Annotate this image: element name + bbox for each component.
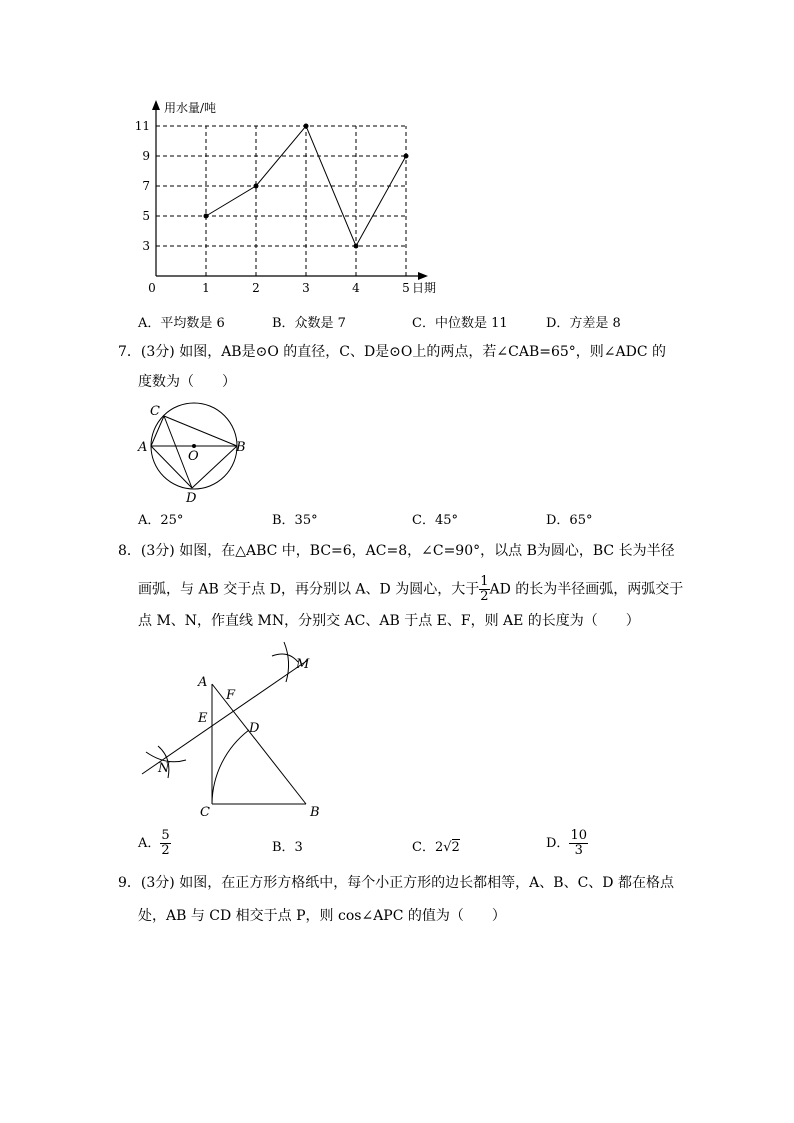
x-axis-arrow xyxy=(418,272,428,280)
y-tick-label-9: 9 xyxy=(142,149,150,163)
y-tick-label-5: 5 xyxy=(142,209,150,223)
x-tick-label-4: 4 xyxy=(352,281,360,295)
x-tick-label-1: 1 xyxy=(202,281,210,295)
segment-cb xyxy=(164,416,237,446)
q8-opt-c-label: C． xyxy=(412,840,435,855)
chart-xlabel: 日期 xyxy=(412,281,437,295)
q6-option-b[interactable]: B．众数是 7 xyxy=(272,316,346,331)
chart-origin: 0 xyxy=(148,281,156,295)
data-point-2 xyxy=(254,184,259,189)
q8-frac-den: 2 xyxy=(480,589,489,604)
label-d: D xyxy=(186,491,197,504)
q7-option-c[interactable]: C．45° xyxy=(412,513,458,528)
q7-circle-figure xyxy=(136,400,256,504)
label-c: C xyxy=(200,805,210,820)
q8-opt-a-frac xyxy=(160,829,170,858)
q8-option-a[interactable] xyxy=(138,829,171,858)
q8-option-d[interactable] xyxy=(546,829,588,858)
y-axis-arrow xyxy=(152,100,160,110)
q8-opt-d-frac xyxy=(569,829,588,858)
q8-opt-d-den: 3 xyxy=(574,843,583,858)
data-point-4 xyxy=(354,244,359,249)
q8-text-line3: 点 M、N，作直线 MN，分别交 AC、AB 于点 E、F，则 AE 的长度为（ ） xyxy=(138,613,640,629)
label-n: N xyxy=(158,761,170,776)
q8-triangle-figure xyxy=(136,640,336,820)
label-a: A xyxy=(138,440,148,455)
q7-option-d[interactable]: D．65° xyxy=(546,513,593,528)
label-b: B xyxy=(236,440,246,455)
q8-frac-num: 1 xyxy=(480,574,489,589)
data-point-3 xyxy=(304,124,309,129)
q8-opt-c-coef: 2 xyxy=(434,840,444,855)
x-tick-label-2: 2 xyxy=(252,281,260,295)
q7-text-line2: 度数为（ ） xyxy=(138,374,236,390)
arc-m1 xyxy=(272,654,298,662)
label-f: F xyxy=(226,688,236,703)
segment-ad xyxy=(151,446,192,488)
q8-option-c[interactable] xyxy=(412,836,460,855)
label-a: A xyxy=(198,675,208,690)
q6-option-c[interactable]: C．中位数是 11 xyxy=(412,316,508,331)
arc-cd xyxy=(212,730,249,804)
q8-text-line1: 8．(3分) 如图，在△ABC 中，BC=6，AC=8，∠C=90°，以点 B为圆心，BC 长为半径 xyxy=(118,543,675,559)
q8-option-b[interactable]: B．3 xyxy=(272,840,303,855)
q8-opt-a-num: 5 xyxy=(161,828,170,843)
q8-opt-d-num: 10 xyxy=(570,828,587,843)
chart-ylabel: 用水量/吨 xyxy=(164,101,217,115)
segment-ac xyxy=(151,416,164,446)
label-e: E xyxy=(198,711,208,726)
y-tick-label-11: 11 xyxy=(134,119,150,133)
label-m: M xyxy=(296,657,310,672)
q6-option-d[interactable]: D．方差是 8 xyxy=(546,316,621,331)
q8-opt-a-label: A． xyxy=(138,836,161,851)
q8-text-line2 xyxy=(138,575,683,604)
label-o: O xyxy=(188,449,199,464)
y-tick-label-3: 3 xyxy=(142,239,150,253)
q8-fraction-half xyxy=(479,575,489,604)
sqrt-symbol: √ xyxy=(443,840,452,855)
label-b: B xyxy=(310,805,320,820)
q8-line2-post: AD 的长为半径画弧，两弧交于 xyxy=(489,581,684,598)
segment-db xyxy=(192,446,237,488)
chart-grid xyxy=(156,126,406,276)
q6-option-a[interactable]: A．平均数是 6 xyxy=(138,316,225,331)
q9-text-line1: 9．(3分) 如图，在正方形方格纸中，每个小正方形的边长都相等，A、B、C、D 都在格点 xyxy=(118,875,674,891)
x-tick-label-5: 5 xyxy=(402,281,410,295)
q8-opt-d-label: D． xyxy=(546,836,570,851)
q7-option-a[interactable]: A．25° xyxy=(138,513,184,528)
center-point xyxy=(192,444,196,448)
data-point-5 xyxy=(404,154,409,159)
q8-line2-pre: 画弧，与 AB 交于点 D，再分别以 A、D 为圆心，大于 xyxy=(138,581,480,598)
label-c: C xyxy=(150,404,160,419)
q7-option-b[interactable]: B．35° xyxy=(272,513,318,528)
y-tick-label-7: 7 xyxy=(142,179,150,193)
label-d: D xyxy=(249,721,260,736)
data-point-1 xyxy=(204,214,209,219)
q8-opt-c-radicand: 2 xyxy=(451,840,460,855)
q9-text-line2: 处，AB 与 CD 相交于点 P，则 cos∠APC 的值为（ ） xyxy=(138,908,506,924)
water-usage-chart xyxy=(120,92,440,304)
q7-text-line1: 7．(3分) 如图，AB是⊙O 的直径，C、D是⊙O上的两点，若∠CAB=65°，则∠ADC 的 xyxy=(118,344,667,360)
x-tick-label-3: 3 xyxy=(302,281,310,295)
q8-opt-a-den: 2 xyxy=(161,843,170,858)
chart-ticks xyxy=(135,119,410,295)
